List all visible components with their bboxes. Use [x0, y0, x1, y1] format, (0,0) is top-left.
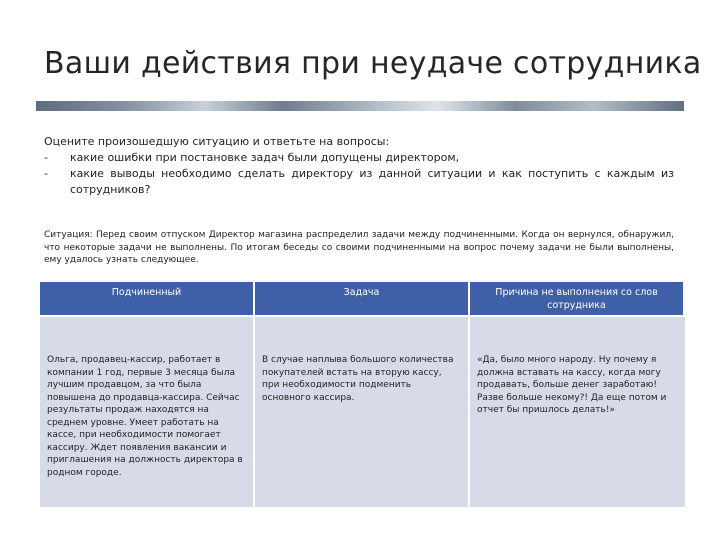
question-item [44, 166, 674, 198]
intro-block [44, 134, 674, 198]
table-cell: В случае наплыва большого количества покупателей встать на вторую кассу, при необходимости подменить основного кассира. [255, 315, 470, 507]
title-decorative-band [36, 101, 684, 111]
employee-table [40, 282, 685, 507]
question-item [44, 150, 674, 166]
question-marker: - [44, 167, 48, 180]
question-marker: - [44, 151, 48, 164]
table-header-cell: Причина не выполнения со слов сотрудника [470, 282, 685, 315]
slide-title: Ваши действия при неудаче сотрудника [44, 46, 702, 81]
question-text: какие выводы необходимо сделать директору из данной ситуации и как поступить с каждым из сотрудников? [70, 167, 674, 196]
table-header-cell: Подчиненный [40, 282, 255, 315]
table-cell: Ольга, продавец-кассир, работает в компании 1 год, первые 3 месяца была лучшим продавцом, за что была повышена до продавца-кассира. Сейчас результаты продаж находятся на среднем уровне. Умеет работать на кассе, при необходимости помогает кассиру. Ждет появления вакансии и приглашения на должность директора в родном городе. [40, 315, 255, 507]
question-text: какие ошибки при постановке задач были допущены директором, [70, 151, 460, 164]
situation-text: Ситуация: Перед своим отпуском Директор магазина распределил задачи между подчиненными. Когда он вернулся, обнаружил, что некоторые задачи не выполнены. По итогам беседы со своими подчиненными на вопрос почему задачи не были выполнены, ему удалось узнать следующее. [44, 230, 674, 265]
table-cell: «Да, было много народу. Ну почему я должна вставать на кассу, когда могу продавать, больше денег заработаю! Разве больше некому?! Да еще потом и отчет бы пришлось делать!» [470, 315, 685, 507]
table-header-cell: Задача [255, 282, 470, 315]
intro-lead: Оцените произошедшую ситуацию и ответьте на вопросы: [44, 135, 390, 148]
